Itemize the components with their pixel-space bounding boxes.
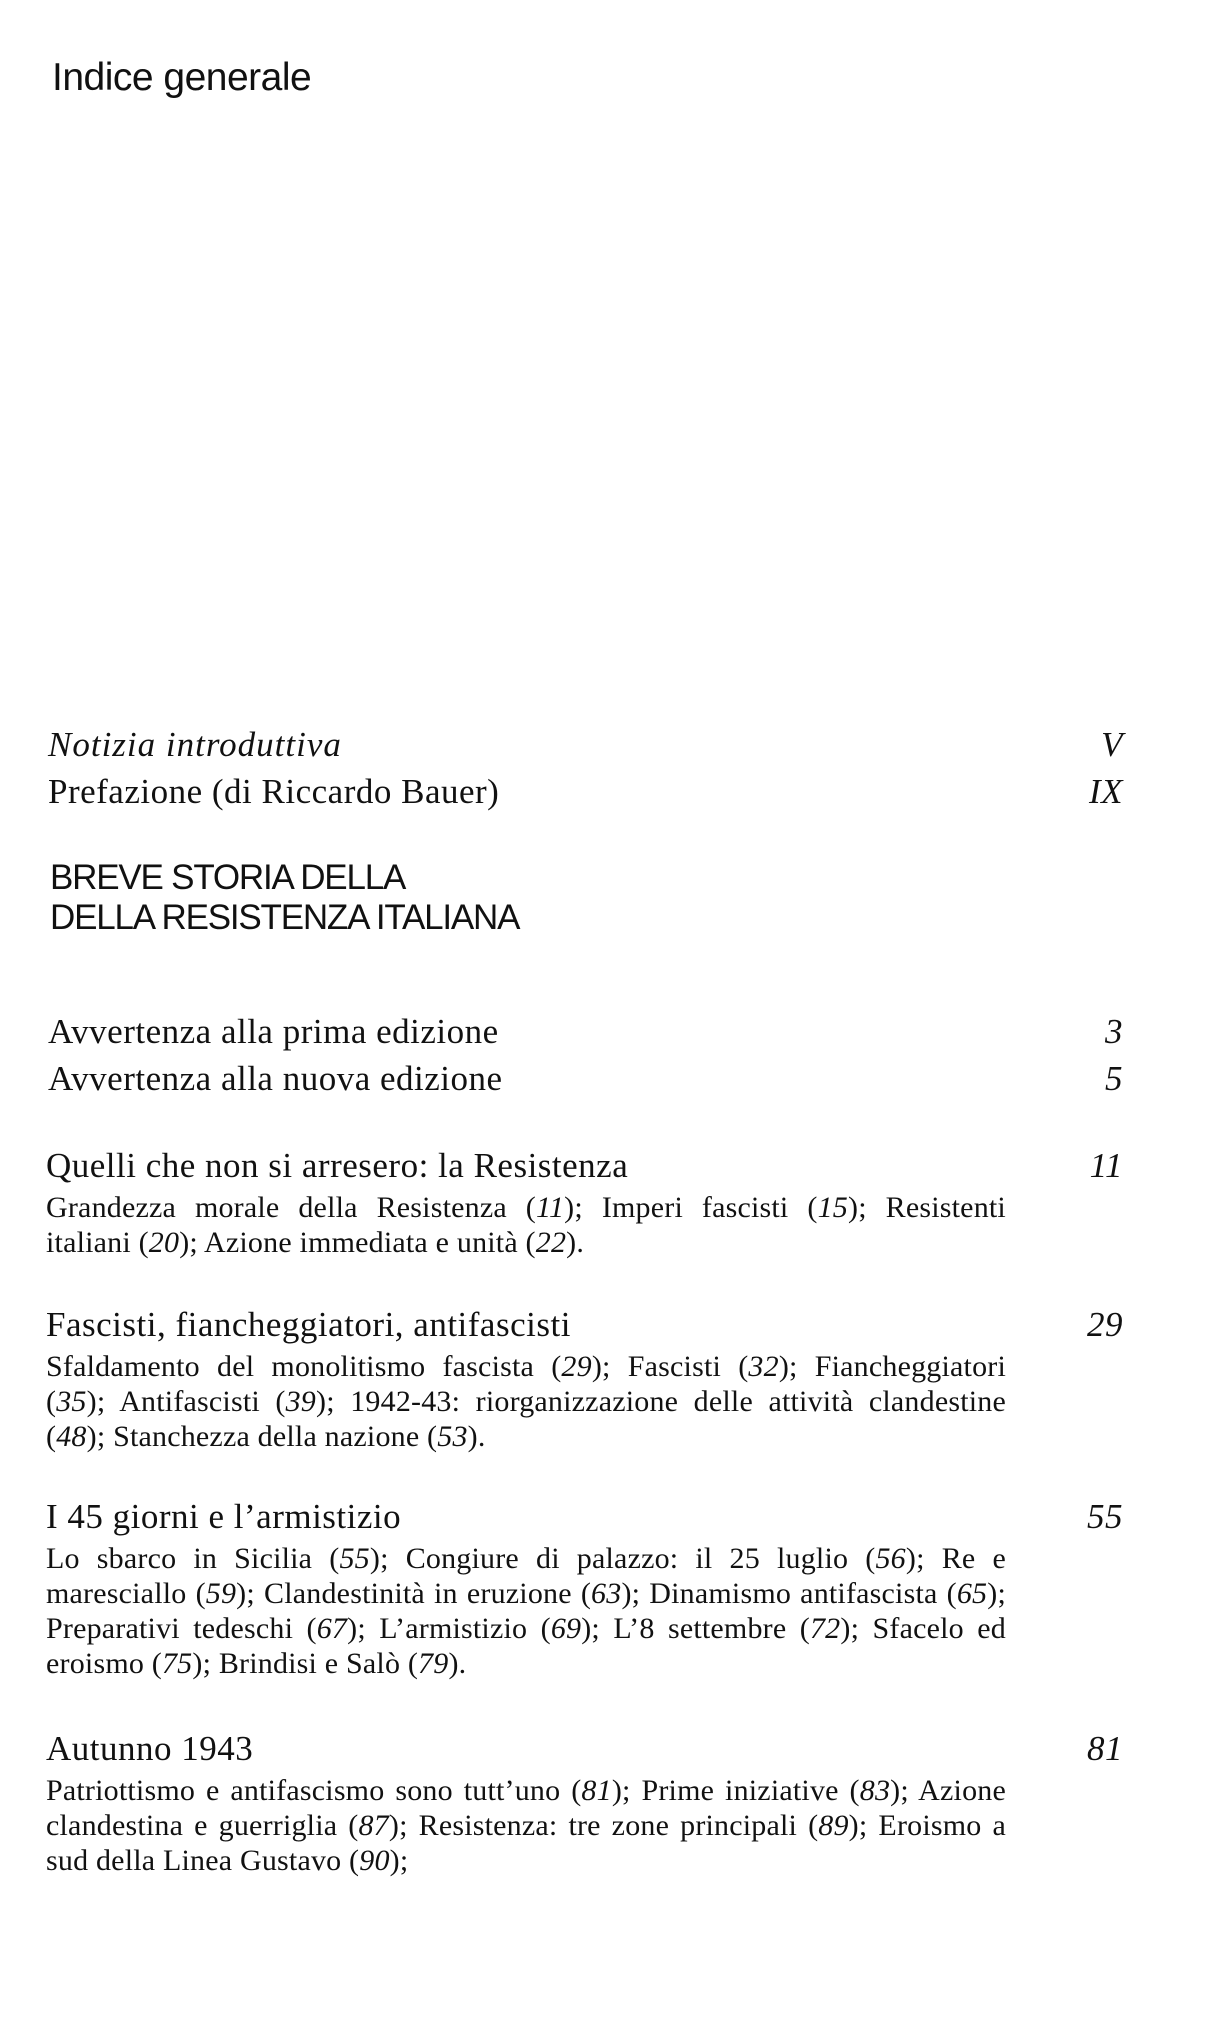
- summary-item-separator: ;: [789, 1350, 815, 1383]
- summary-item-text: Resistenti italiani: [46, 1191, 1006, 1259]
- summary-item-page: 89: [818, 1809, 849, 1842]
- chapter-title: I 45 giorni e l’armistizio: [46, 1497, 402, 1536]
- summary-item-page: 59: [205, 1577, 237, 1610]
- chapter-entry[interactable]: [46, 1497, 1123, 1681]
- summary-item-separator: ;: [622, 1774, 642, 1807]
- summary-item-separator: ;: [858, 1191, 886, 1224]
- summary-item: Lo sbarco in Sicilia (55);: [46, 1542, 406, 1575]
- summary-item: Grandezza morale della Resistenza (11);: [46, 1191, 602, 1224]
- summary-item: Clandestinità in eruzione (63);: [264, 1577, 650, 1610]
- summary-item-text: Dinamismo antifascista: [649, 1577, 938, 1610]
- toc-entry-page: 5: [1105, 1059, 1123, 1098]
- summary-item-text: Eroismo a sud della Linea Gustavo: [46, 1809, 1006, 1877]
- summary-item: Azione immediata e unità (22).: [204, 1226, 585, 1259]
- summary-item: Sfacelo ed eroismo (75);: [46, 1612, 1006, 1680]
- summary-item-separator: ;: [96, 1420, 114, 1453]
- summary-item-text: Brindisi e Salò: [218, 1647, 401, 1680]
- summary-item-text: 1942-43: riorganizzazione delle attività clandestine: [350, 1385, 1006, 1418]
- section-heading-line2: DELLA RESISTENZA ITALIANA: [50, 898, 520, 937]
- toc-entry-notizia[interactable]: [48, 725, 1123, 765]
- summary-item-separator: ;: [357, 1612, 380, 1645]
- toc-entry-page: V: [1101, 725, 1123, 764]
- summary-item: Re e maresciallo (59);: [46, 1542, 1006, 1610]
- summary-item-separator: ;: [189, 1226, 204, 1259]
- summary-item-separator: ;: [602, 1350, 628, 1383]
- summary-item-page: 65: [956, 1577, 988, 1610]
- summary-item-separator: ;: [631, 1577, 650, 1610]
- toc-entry-label: Prefazione (di Riccardo Bauer): [48, 772, 500, 811]
- toc-entry-prefazione[interactable]: [48, 772, 1123, 812]
- summary-item-text: Lo sbarco in Sicilia: [46, 1542, 313, 1575]
- toc-entry-avvertenza-nuova[interactable]: [48, 1059, 1123, 1099]
- summary-item-page: 79: [418, 1647, 449, 1680]
- summary-item-separator: ;: [399, 1844, 409, 1877]
- chapter-page: 29: [1087, 1305, 1123, 1344]
- chapter-heading: [46, 1305, 1123, 1345]
- summary-item: Stanchezza della nazione (53).: [113, 1420, 486, 1453]
- summary-item: Brindisi e Salò (79).: [218, 1647, 467, 1680]
- chapter-page: 81: [1087, 1729, 1123, 1768]
- chapter-entry[interactable]: [46, 1146, 1123, 1260]
- summary-item-text: Prime iniziative: [641, 1774, 839, 1807]
- summary-item: Fiancheggiatori (35);: [46, 1350, 1007, 1418]
- summary-item-page: 15: [817, 1191, 848, 1224]
- summary-item-separator: ;: [574, 1191, 602, 1224]
- summary-item-text: L’8 settembre: [613, 1612, 787, 1645]
- summary-item-separator: .: [477, 1420, 486, 1453]
- summary-item-page: 29: [561, 1350, 592, 1383]
- chapter-heading: [46, 1497, 1123, 1537]
- toc-entry-label: Notizia introduttiva: [48, 725, 342, 764]
- summary-item-text: Patriottismo e antifascismo sono tutt’uno: [46, 1774, 561, 1807]
- chapter-summary: [46, 1190, 1006, 1260]
- summary-item-page: 48: [56, 1420, 87, 1453]
- summary-item-page: 75: [161, 1647, 193, 1680]
- summary-item-page: 53: [437, 1420, 468, 1453]
- summary-item-page: 11: [535, 1191, 565, 1224]
- summary-item-separator: ;: [96, 1385, 120, 1418]
- chapter-page: 11: [1089, 1146, 1123, 1185]
- chapter-heading: [46, 1146, 1123, 1186]
- summary-item: Dinamismo antifascista (65);: [649, 1577, 1006, 1610]
- summary-item-page: 81: [581, 1774, 612, 1807]
- chapter-summary: [46, 1349, 1006, 1454]
- chapter-page: 55: [1087, 1497, 1123, 1536]
- summary-item-page: 35: [56, 1385, 87, 1418]
- summary-item-separator: ;: [591, 1612, 614, 1645]
- summary-item: Azione clandestina e guerriglia (87);: [46, 1774, 1006, 1842]
- summary-item: Antifascisti (39);: [119, 1385, 351, 1418]
- summary-item: Fascisti (32);: [627, 1350, 815, 1383]
- summary-item-separator: ;: [997, 1577, 1006, 1610]
- page-title: Indice generale: [52, 56, 312, 99]
- summary-item-separator: .: [458, 1647, 467, 1680]
- summary-item-separator: ;: [858, 1809, 879, 1842]
- chapter-summary: [46, 1773, 1006, 1878]
- summary-item-page: 55: [339, 1542, 370, 1575]
- summary-item-text: Fiancheggiatori: [814, 1350, 1007, 1383]
- summary-item-text: Sfaldamento del monolitismo fascista: [46, 1350, 535, 1383]
- summary-item-text: Re e maresciallo: [46, 1542, 1006, 1610]
- chapter-entry[interactable]: [46, 1305, 1123, 1454]
- summary-item-page: 67: [316, 1612, 348, 1645]
- summary-item-page: 72: [809, 1612, 841, 1645]
- summary-item-text: Preparativi tedeschi: [46, 1612, 294, 1645]
- summary-item-page: 32: [748, 1350, 779, 1383]
- summary-item-separator: ;: [399, 1809, 419, 1842]
- summary-item: Imperi fascisti (15);: [601, 1191, 886, 1224]
- summary-item-separator: ;: [916, 1542, 942, 1575]
- summary-item-separator: ;: [326, 1385, 351, 1418]
- summary-item-text: L’armistizio: [379, 1612, 528, 1645]
- chapter-title: Fascisti, fiancheggiatori, antifascisti: [46, 1305, 571, 1344]
- summary-item-text: Stanchezza della nazione: [113, 1420, 420, 1453]
- summary-item-separator: ;: [900, 1774, 919, 1807]
- toc-entry-label: Avvertenza alla prima edizione: [48, 1012, 499, 1051]
- summary-item-separator: ;: [850, 1612, 873, 1645]
- summary-item: Sfaldamento del monolitismo fascista (29);: [46, 1350, 628, 1383]
- summary-item: Congiure di palazzo: il 25 luglio (56);: [405, 1542, 942, 1575]
- chapter-summary: [46, 1541, 1006, 1681]
- summary-item: L’8 settembre (72);: [613, 1612, 873, 1645]
- summary-item-text: Grandezza morale della Resistenza: [46, 1191, 507, 1224]
- summary-item-text: Antifascisti: [119, 1385, 260, 1418]
- chapter-heading: [46, 1729, 1123, 1769]
- summary-item-page: 69: [550, 1612, 582, 1645]
- summary-item-separator: ;: [202, 1647, 219, 1680]
- summary-item-page: 39: [285, 1385, 316, 1418]
- chapter-entry[interactable]: [46, 1729, 1123, 1878]
- summary-item-separator: ;: [246, 1577, 265, 1610]
- summary-item-text: Imperi fascisti: [601, 1191, 789, 1224]
- summary-item-page: 56: [875, 1542, 906, 1575]
- chapter-title: Autunno 1943: [46, 1729, 254, 1768]
- summary-item-text: Azione clandestina e guerriglia: [46, 1774, 1006, 1842]
- summary-item: 1942-43: riorganizzazione delle attività clandestine (48);: [46, 1385, 1006, 1453]
- toc-entry-page: IX: [1088, 772, 1123, 811]
- summary-item-separator: ;: [380, 1542, 406, 1575]
- summary-item: Resistenza: tre zone principali (89);: [418, 1809, 879, 1842]
- summary-item-text: Azione immediata e unità: [204, 1226, 518, 1259]
- summary-item: L’armistizio (69);: [379, 1612, 614, 1645]
- section-heading: [50, 858, 519, 938]
- summary-item: Patriottismo e antifascismo sono tutt’uno (81);: [46, 1774, 642, 1807]
- summary-item-page: 63: [591, 1577, 622, 1610]
- summary-item: Resistenti italiani (20);: [46, 1191, 1006, 1259]
- summary-item-page: 83: [859, 1774, 891, 1807]
- summary-item-text: Resistenza: tre zone principali: [418, 1809, 798, 1842]
- summary-item: Preparativi tedeschi (67);: [46, 1612, 380, 1645]
- summary-item: Eroismo a sud della Linea Gustavo (90);: [46, 1809, 1006, 1877]
- summary-item-page: 90: [359, 1844, 390, 1877]
- toc-entry-page: 3: [1105, 1012, 1123, 1051]
- chapter-title: Quelli che non si arresero: la Resistenza: [46, 1146, 629, 1185]
- summary-item-page: 87: [358, 1809, 389, 1842]
- toc-entry-avvertenza-prima[interactable]: [48, 1012, 1123, 1052]
- toc-entry-label: Avvertenza alla nuova edizione: [48, 1059, 503, 1098]
- summary-item-text: Fascisti: [627, 1350, 722, 1383]
- summary-item-text: Congiure di palazzo: il 25 luglio: [405, 1542, 849, 1575]
- summary-item-text: Clandestinità in eruzione: [264, 1577, 572, 1610]
- summary-item-page: 20: [148, 1226, 180, 1259]
- summary-item-text: Sfacelo ed eroismo: [46, 1612, 1006, 1680]
- summary-item-separator: .: [576, 1226, 585, 1259]
- section-heading-line1: BREVE STORIA DELLA: [50, 858, 406, 897]
- summary-item-page: 22: [535, 1226, 567, 1259]
- summary-item: Prime iniziative (83);: [641, 1774, 919, 1807]
